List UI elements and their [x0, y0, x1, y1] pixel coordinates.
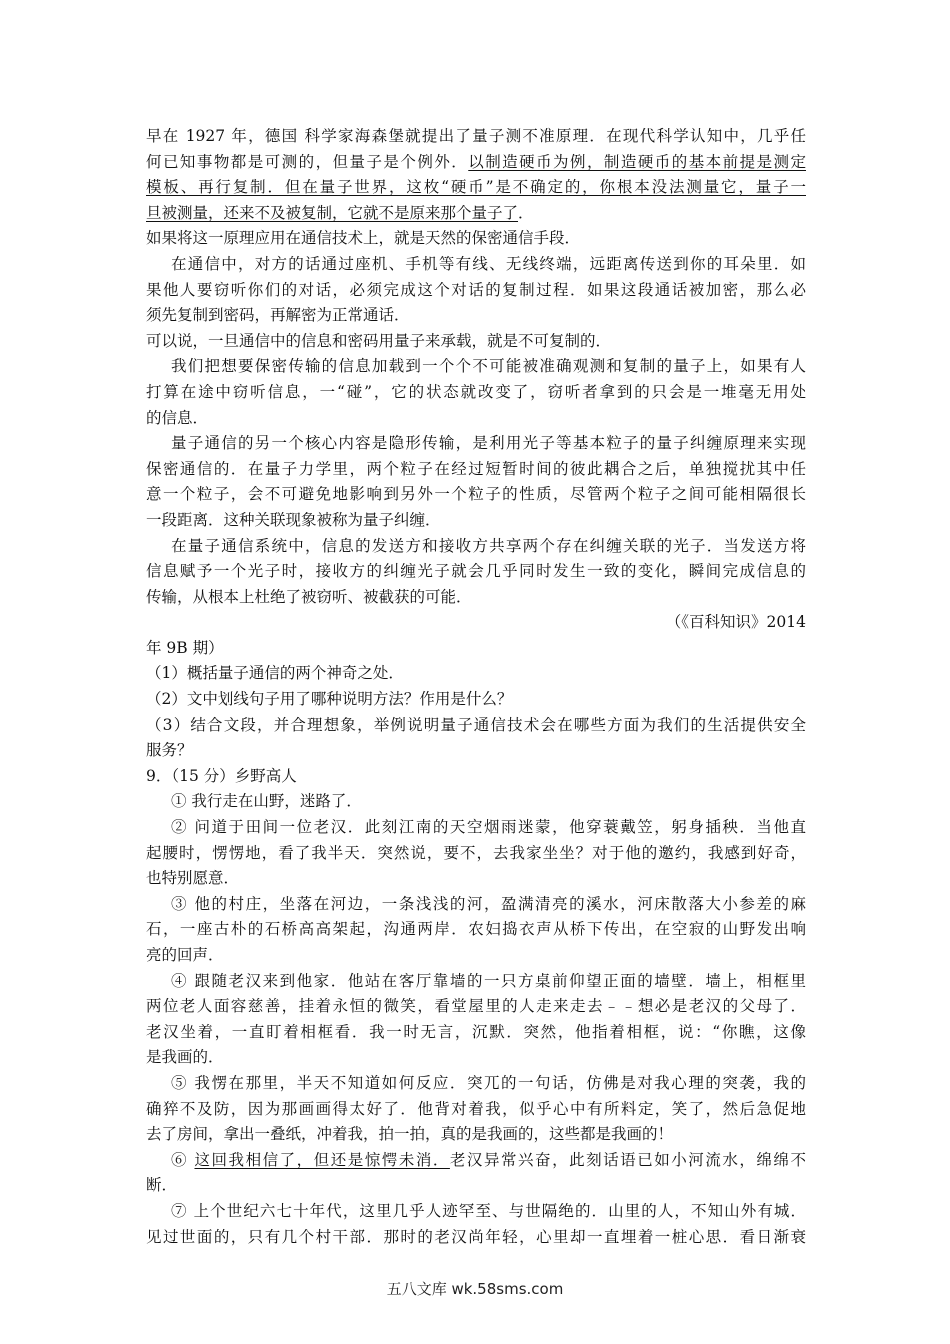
story-line: ① 我行走在山野，迷路了．: [171, 792, 362, 811]
article-line: [146, 201, 806, 227]
text-run: ．: [518, 203, 534, 222]
story-line: 见过世面的，只有几个村干部．那时的老汉尚年轻，心里却一直埋着一桩心思．看日渐衰: [146, 1227, 806, 1246]
article-line: 一段距离．这种关联现象被称为量子纠缠．: [146, 510, 441, 529]
article-line: 打算在途中窃听信息，一“碰”，它的状态就改变了，窃听者拿到的只会是一堆毫无用处: [146, 382, 806, 401]
article-line: 早在 1927 年，德国 科学家海森堡就提出了量子测不准原理．在现代科学认知中，几乎任: [146, 127, 806, 145]
underlined-sentence: 模板、再行复制．但在量子世界，这枚“硬币”是不确定的，你根本没法测量它，量子一: [146, 178, 806, 197]
underlined-sentence: 这回我相信了，但还是惊愕未消．: [194, 1150, 450, 1169]
question-3: 服务？: [146, 741, 193, 760]
story-line: 起腰时，愣愣地，看了我半天．突然说，要不，去我家坐坐？对于他的邀约，我感到好奇，: [146, 843, 806, 862]
source-citation: （《百科知识》2014: [665, 613, 806, 632]
underlined-sentence: 以制造硬币为例，制造硬币的基本前提是测定: [468, 152, 806, 171]
article-line: 我们把想要保密传输的信息加载到一个个不可能被准确观测和复制的量子上，如果有人: [171, 357, 806, 376]
text-run: ⑥: [171, 1150, 195, 1169]
story-line: ④ 跟随老汉来到他家．他站在客厅靠墙的一只方桌前仰望正面的墙壁．墙上，相框里: [171, 971, 806, 990]
document-body: [146, 124, 806, 1250]
underlined-sentence: 旦被测量，还来不及被复制，它就不是原来那个量子了: [146, 203, 519, 222]
footer-watermark: 五八文库 wk.58sms.com: [386, 1280, 564, 1298]
story-line: 是我画的．: [146, 1048, 224, 1067]
story-line: ⑤ 我愣在那里，半天不知道如何反应．突兀的一句话，仿佛是对我心理的突袭，我的: [171, 1073, 806, 1092]
question-2: （2）文中划线句子用了哪种说明方法？作用是什么？: [146, 690, 513, 709]
article-line: 须先复制到密码，再解密为正常通话．: [146, 306, 410, 325]
story-line: 石，一座古朴的石桥高高架起，沟通两岸．农妇捣衣声从桥下传出，在空寂的山野发出响: [146, 920, 806, 939]
source-citation: 年 9B 期）: [146, 638, 224, 657]
story-line: 亮的回声．: [146, 946, 224, 964]
article-line: 信息赋予一个光子时，接收方的纠缠光子就会几乎同时发生一致的变化，瞬间完成信息的: [146, 562, 806, 581]
question-1: （1）概括量子通信的两个神奇之处．: [146, 664, 404, 683]
story-line: ② 问道于田间一位老汉．此刻江南的天空烟雨迷蒙，他穿蓑戴笠，躬身插秧．当他直: [171, 818, 806, 837]
story-line: [146, 1148, 806, 1174]
story-line: 断．: [146, 1176, 178, 1195]
article-line: 在通信中，对方的话通过座机、手机等有线、无线终端，远距离传送到你的耳朵里．如: [171, 254, 806, 273]
story-line: 去了房间，拿出一叠纸，冲着我，拍一拍，真的是我画的，这些都是我画的！: [146, 1125, 674, 1144]
story-line: 也特别愿意．: [146, 869, 240, 888]
article-line: 可以说，一旦通信中的信息和密码用量子来承载，就是不可复制的．: [146, 331, 612, 350]
section-heading: 9．（15 分）乡野高人: [146, 766, 297, 785]
story-line: 确猝不及防，因为那画画得太好了．他背对着我，似乎心中有所料定，笑了，然后急促地: [146, 1099, 806, 1118]
article-line: 保密通信的．在量子力学里，两个粒子在经过短暂时间的彼此耦合之后，单独搅扰其中任: [146, 459, 806, 478]
article-line: 在量子通信系统中，信息的发送方和接收方共享两个存在纠缠关联的光子．当发送方将: [171, 536, 806, 555]
article-line: [146, 150, 806, 176]
story-line: ⑦ 上个世纪六七十年代，这里几乎人迹罕至、与世隔绝的．山里的人，不知山外有城．: [171, 1201, 806, 1220]
article-line: 的信息．: [146, 408, 209, 427]
story-line: ③ 他的村庄，坐落在河边，一条浅浅的河，盈满清亮的溪水，河床散落大小参差的麻: [171, 894, 806, 913]
article-line: 意一个粒子，会不可避免地影响到另外一个粒子的性质，尽管两个粒子之间可能相隔很长: [146, 485, 806, 504]
article-line: 量子通信的另一个核心内容是隐形传输，是利用光子等基本粒子的量子纠缠原理来实现: [171, 434, 806, 453]
question-3: （3）结合文段，并合理想象，举例说明量子通信技术会在哪些方面为我们的生活提供安全: [146, 715, 806, 734]
text-run: 老汉异常兴奋，此刻话语已如小河流水，绵绵不: [449, 1150, 806, 1169]
story-line: 老汉坐着，一直盯着相框看．我一时无言，沉默．突然，他指着相框，说：“你瞧，这像: [146, 1022, 806, 1041]
story-line: 两位老人面容慈善，挂着永恒的微笑，看堂屋里的人走来走去﹣﹣想必是老汉的父母了．: [146, 997, 806, 1016]
article-line: 果他人要窃听你们的对话，必须完成这个对话的复制过程．如果这段通话被加密，那么必: [146, 280, 806, 299]
text-run: 何已知事物都是可测的，但量子是个例外．: [146, 152, 469, 171]
article-line: 如果将这一原理应用在通信技术上，就是天然的保密通信手段．: [146, 229, 581, 248]
article-line: 传输，从根本上杜绝了被窃听、被截获的可能．: [146, 587, 472, 606]
